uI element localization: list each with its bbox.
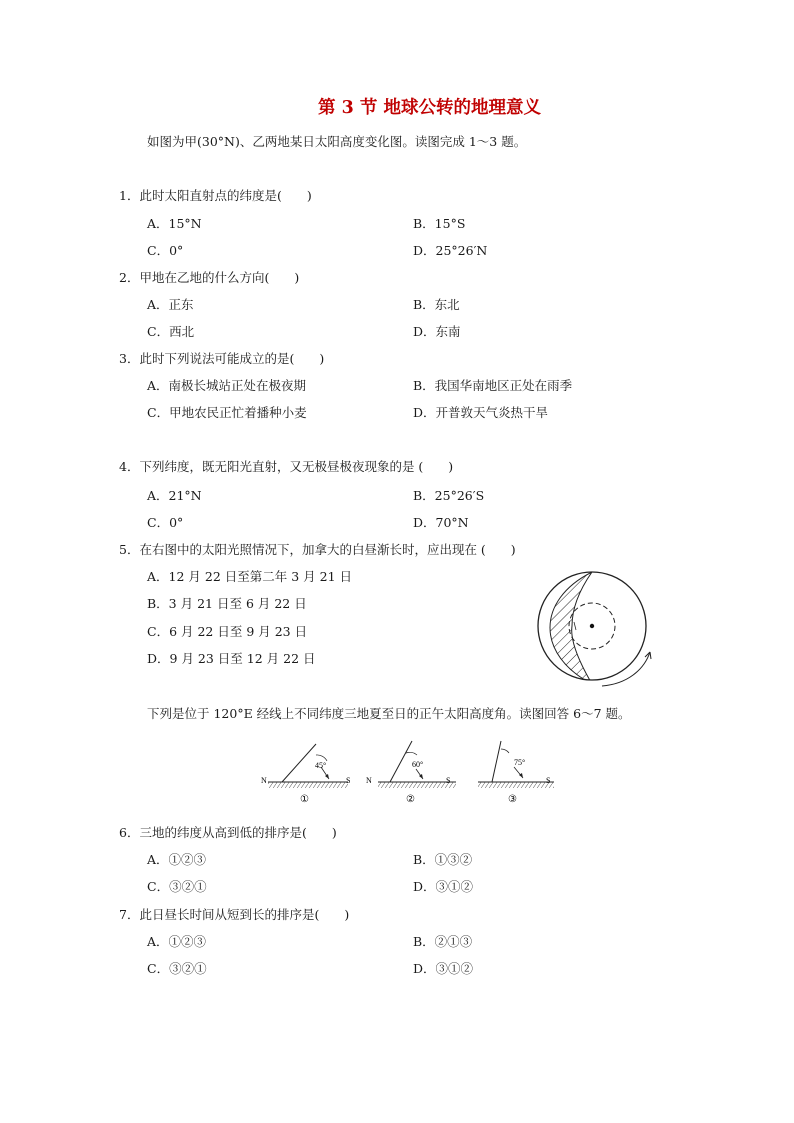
intro-text-2: 下列是位于 120°E 经线上不同纬度三地夏至日的正午太阳高度角。读图回答 6～7 题。 (147, 706, 631, 721)
q3-option-c: C．甲地农民正忙着播种小麦 (147, 405, 307, 420)
q3-option-b: B．我国华南地区正处在雨季 (413, 378, 573, 393)
rotation-arrow (602, 652, 650, 686)
q2-option-c: C．西北 (147, 324, 195, 339)
diagram-1 (261, 744, 350, 805)
label-s-1: S (346, 776, 351, 785)
label-s-2: S (446, 776, 451, 785)
question-6: 6．三地的纬度从高到低的排序是( ) (119, 825, 337, 840)
earth-illumination-diagram (532, 560, 660, 692)
q7-option-b: B．②①③ (413, 934, 473, 949)
q7-option-a: A．①②③ (147, 934, 207, 949)
label-s-3: S (546, 776, 551, 785)
question-2: 2．甲地在乙地的什么方向( ) (119, 270, 300, 285)
angle-label-45: 45° (315, 761, 327, 770)
diagram-number-1: ① (300, 794, 309, 805)
question-4: 4．下列纬度，既无阳光直射，又无极昼极夜现象的是 ( ) (119, 459, 454, 474)
q6-option-a: A．①②③ (147, 852, 207, 867)
intro-text-1: 如图为甲(30°N)、乙两地某日太阳高度变化图。读图完成 1～3 题。 (147, 134, 527, 149)
q2-option-b: B．东北 (413, 297, 460, 312)
north-pole (590, 624, 594, 628)
q1-option-a: A．15°N (147, 216, 202, 231)
page-title: 第 3 节 地球公转的地理意义 (318, 98, 541, 118)
question-1: 1．此时太阳直射点的纬度是( ) (119, 188, 312, 203)
diagram-3 (478, 741, 554, 805)
q6-option-c: C．③②① (147, 879, 207, 894)
q6-option-d: D．③①② (413, 879, 474, 894)
q7-option-d: D．③①② (413, 961, 474, 976)
q4-option-a: A．21°N (147, 488, 202, 503)
noon-sun-angle-diagrams (258, 735, 564, 807)
question-5: 5．在右图中的太阳光照情况下，加拿大的白昼渐长时，应出现在 ( ) (119, 542, 516, 557)
question-7: 7．此日昼长时间从短到长的排序是( ) (119, 907, 350, 922)
question-3: 3．此时下列说法可能成立的是( ) (119, 351, 325, 366)
q5-option-b: B．3 月 21 日至 6 月 22 日 (147, 596, 307, 611)
diagram-2 (366, 741, 456, 805)
q4-option-b: B．25°26′S (413, 488, 485, 503)
q1-option-d: D．25°26′N (413, 243, 488, 258)
label-n-2: N (366, 776, 372, 785)
q2-option-d: D．东南 (413, 324, 461, 339)
q5-option-a: A．12 月 22 日至第二年 3 月 21 日 (147, 569, 353, 584)
q3-option-d: D．开普敦天气炎热干旱 (413, 405, 549, 420)
q4-option-c: C．0° (147, 515, 184, 530)
q1-option-b: B．15°S (413, 216, 466, 231)
q6-option-b: B．①③② (413, 852, 473, 867)
q2-option-a: A．正东 (147, 297, 194, 312)
angle-label-60: 60° (412, 760, 424, 769)
angle-label-75: 75° (514, 758, 526, 767)
q1-option-c: C．0° (147, 243, 184, 258)
q7-option-c: C．③②① (147, 961, 207, 976)
q5-option-c: C．6 月 22 日至 9 月 23 日 (147, 624, 308, 639)
diagram-number-2: ② (406, 794, 415, 805)
q5-option-d: D．9 月 23 日至 12 月 22 日 (147, 651, 316, 666)
label-n-1: N (261, 776, 267, 785)
diagram-number-3: ③ (508, 794, 517, 805)
q3-option-a: A．南极长城站正处在极夜期 (147, 378, 307, 393)
q4-option-d: D．70°N (413, 515, 469, 530)
